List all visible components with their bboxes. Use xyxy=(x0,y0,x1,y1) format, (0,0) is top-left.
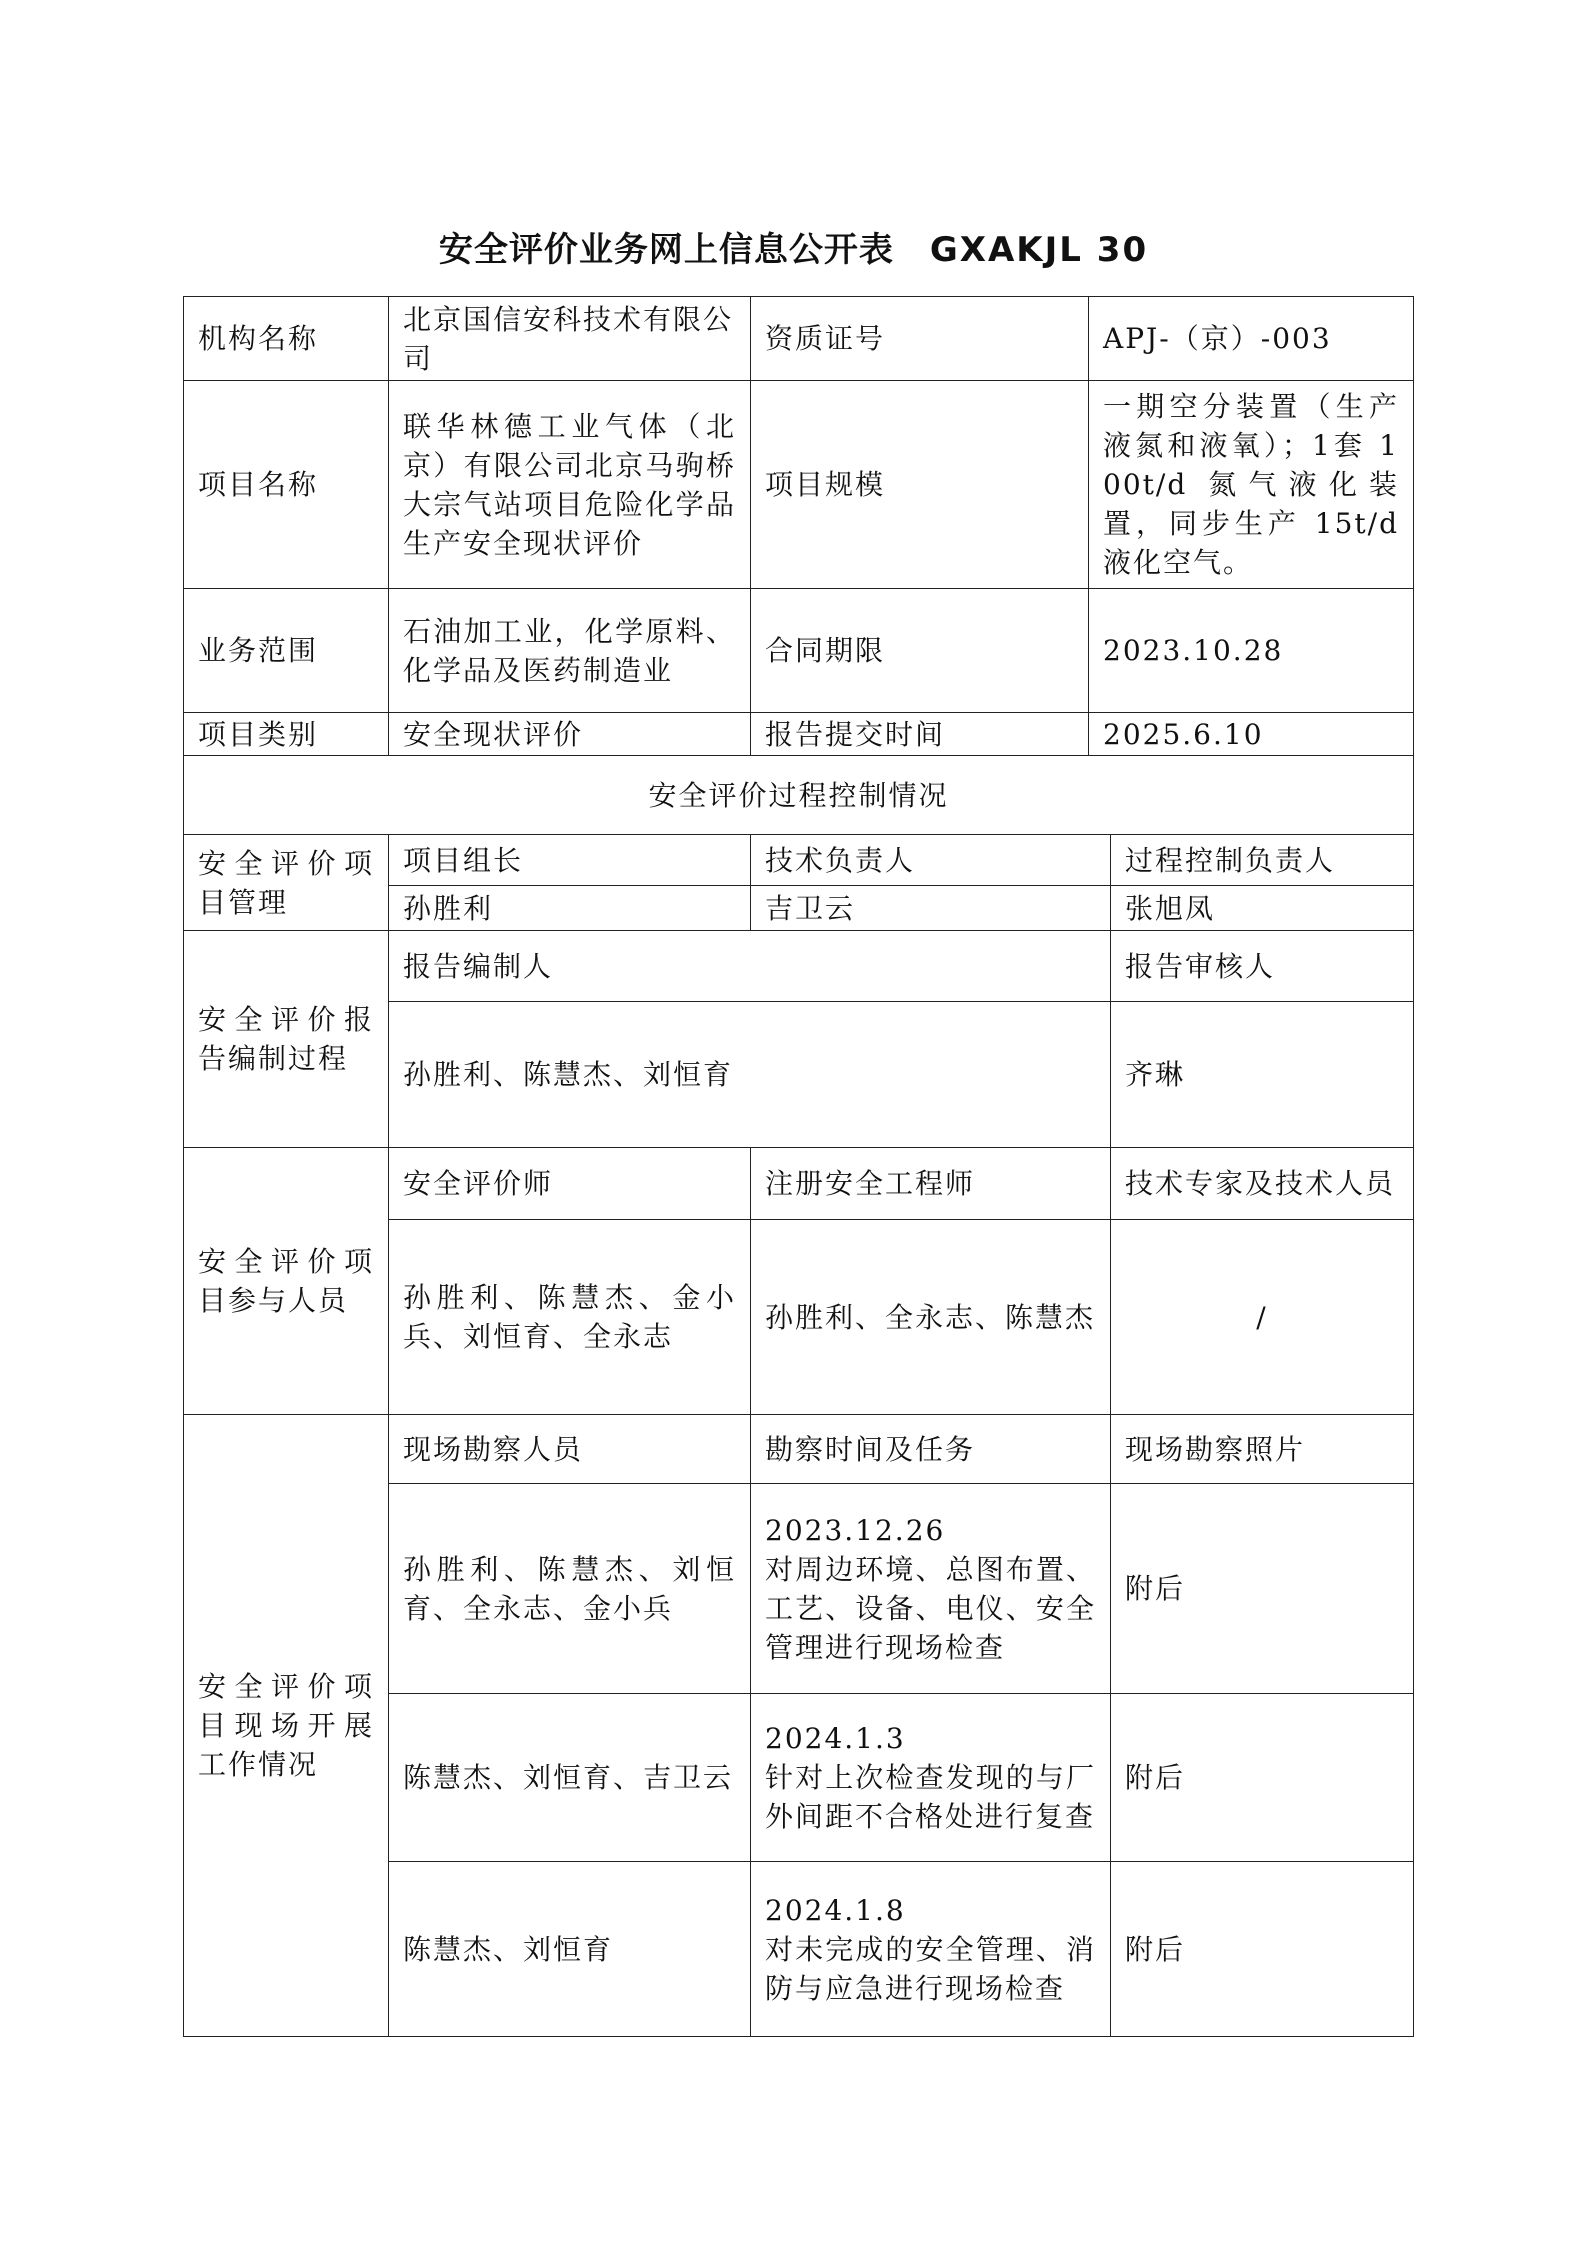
row-category xyxy=(184,713,1414,756)
control-label: 过程控制负责人 xyxy=(1111,835,1414,886)
visit-task: 针对上次检查发现的与厂外间距不合格处进行复查 xyxy=(765,1761,1096,1833)
staff-label: 现场勘察人员 xyxy=(389,1415,751,1484)
control-value: 张旭凤 xyxy=(1111,886,1414,931)
row-process-header xyxy=(184,756,1414,835)
visit-task-cell xyxy=(751,1862,1111,2037)
project-label: 项目名称 xyxy=(184,381,389,589)
reviewer-label: 报告审核人 xyxy=(1111,931,1414,1002)
evaluator-label: 安全评价师 xyxy=(389,1148,751,1220)
visit-task-cell xyxy=(751,1694,1111,1862)
leader-label: 项目组长 xyxy=(389,835,751,886)
site-label: 安全评价项目现场开展工作情况 xyxy=(184,1415,389,2037)
experts-value: / xyxy=(1111,1220,1414,1415)
scope-label: 业务范围 xyxy=(184,589,389,713)
contract-value: 2023.10.28 xyxy=(1089,589,1414,713)
visit-photo: 附后 xyxy=(1111,1484,1414,1694)
info-table xyxy=(183,296,1414,2037)
scale-value: 一期空分装置（生产液氮和液氧）；1套 100t/d 氮气液化装置，同步生产 15t/d 液化空气。 xyxy=(1089,381,1414,589)
scale-label: 项目规模 xyxy=(751,381,1089,589)
visit-date: 2024.1.8 xyxy=(765,1893,906,1927)
visit-photo: 附后 xyxy=(1111,1862,1414,2037)
evaluators-value: 孙胜利、陈慧杰、金小兵、刘恒育、全永志 xyxy=(389,1220,751,1415)
row-scope xyxy=(184,589,1414,713)
reviewer-value: 齐琳 xyxy=(1111,1002,1414,1148)
category-label: 项目类别 xyxy=(184,713,389,756)
visit-staff: 陈慧杰、刘恒育 xyxy=(389,1862,751,2037)
writer-label: 报告编制人 xyxy=(389,931,1111,1002)
tech-label: 技术负责人 xyxy=(751,835,1111,886)
row-management-labels xyxy=(184,835,1414,886)
management-label: 安全评价项目管理 xyxy=(184,835,389,931)
visit-date: 2023.12.26 xyxy=(765,1513,946,1547)
leader-value: 孙胜利 xyxy=(389,886,751,931)
form-code: GXAKJL 30 xyxy=(929,230,1149,270)
process-header: 安全评价过程控制情况 xyxy=(184,756,1414,835)
visit-task: 对周边环境、总图布置、工艺、设备、电仪、安全管理进行现场检查 xyxy=(765,1552,1096,1664)
visit-task-cell xyxy=(751,1484,1111,1694)
title-text: 安全评价业务网上信息公开表 xyxy=(438,230,894,270)
category-value: 安全现状评价 xyxy=(389,713,751,756)
photo-label: 现场勘察照片 xyxy=(1111,1415,1414,1484)
page-title xyxy=(0,222,1587,271)
engineer-label: 注册安全工程师 xyxy=(751,1148,1111,1220)
submit-label: 报告提交时间 xyxy=(751,713,1089,756)
cert-value: APJ-（京）-003 xyxy=(1089,297,1414,381)
row-org xyxy=(184,297,1414,381)
visit-staff: 孙胜利、陈慧杰、刘恒育、全永志、金小兵 xyxy=(389,1484,751,1694)
row-project xyxy=(184,381,1414,589)
row-site-labels xyxy=(184,1415,1414,1484)
visit-staff: 陈慧杰、刘恒育、吉卫云 xyxy=(389,1694,751,1862)
scope-value: 石油加工业，化学原料、化学品及医药制造业 xyxy=(389,589,751,713)
row-report-labels xyxy=(184,931,1414,1002)
contract-label: 合同期限 xyxy=(751,589,1089,713)
cert-label: 资质证号 xyxy=(751,297,1089,381)
task-label: 勘察时间及任务 xyxy=(751,1415,1111,1484)
report-label: 安全评价报告编制过程 xyxy=(184,931,389,1148)
tech-value: 吉卫云 xyxy=(751,886,1111,931)
project-value: 联华林德工业气体（北京）有限公司北京马驹桥大宗气站项目危险化学品生产安全现状评价 xyxy=(389,381,751,589)
engineers-value: 孙胜利、全永志、陈慧杰 xyxy=(751,1220,1111,1415)
writers-value: 孙胜利、陈慧杰、刘恒育 xyxy=(389,1002,1111,1148)
visit-task: 对未完成的安全管理、消防与应急进行现场检查 xyxy=(765,1932,1096,2005)
visit-date: 2024.1.3 xyxy=(765,1722,906,1755)
org-value: 北京国信安科技术有限公司 xyxy=(389,297,751,381)
submit-value: 2025.6.10 xyxy=(1089,713,1414,756)
row-participant-labels xyxy=(184,1148,1414,1220)
expert-label: 技术专家及技术人员 xyxy=(1111,1148,1414,1220)
org-label: 机构名称 xyxy=(184,297,389,381)
participants-label: 安全评价项目参与人员 xyxy=(184,1148,389,1415)
visit-photo: 附后 xyxy=(1111,1694,1414,1862)
